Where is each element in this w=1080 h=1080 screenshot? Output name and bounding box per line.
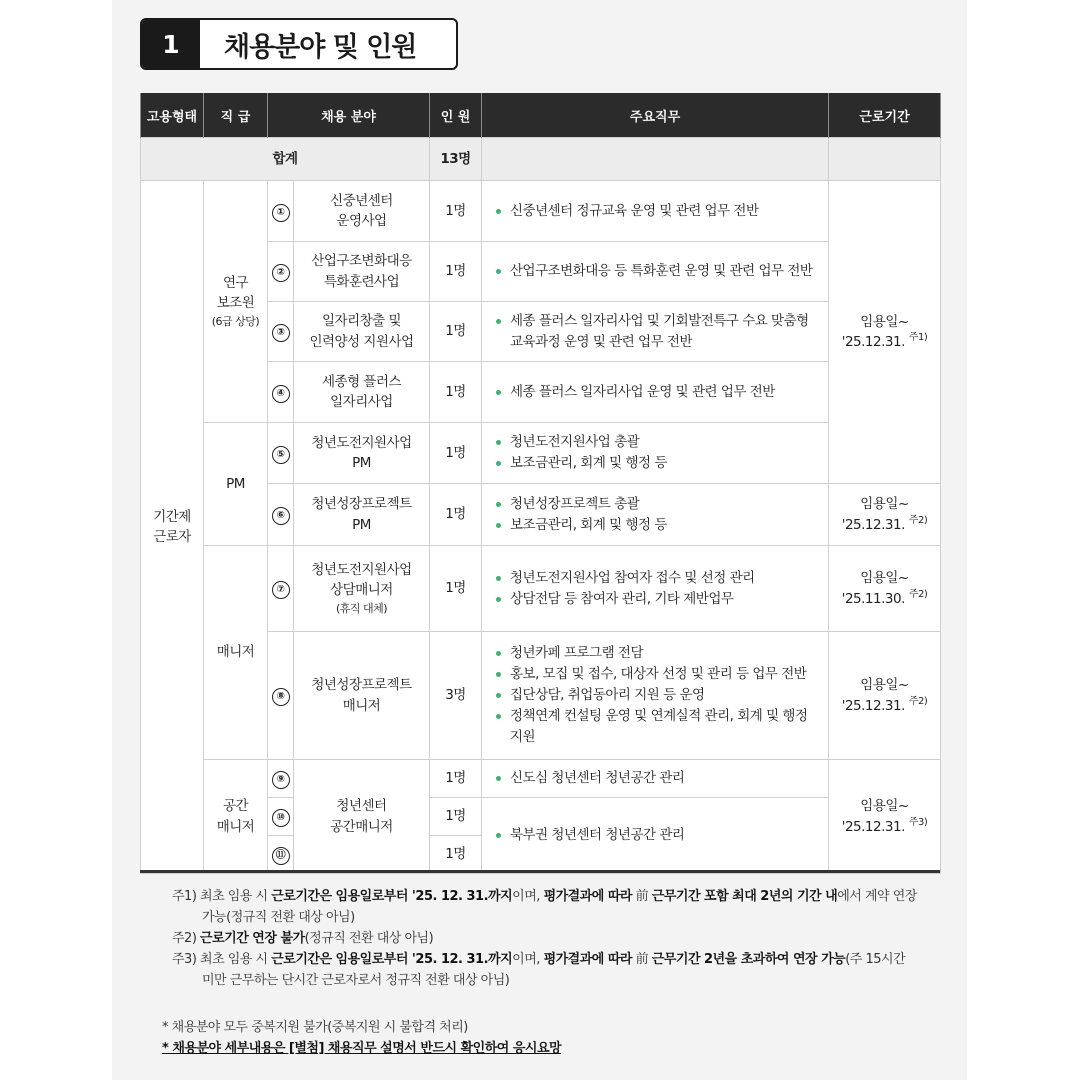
duties-cell (482, 760, 829, 798)
footnote-3: 주3) 최초 임용 시 근로기간은 임용일로부터 '25. 12. 31.까지이며, 평가결과에 따라 前 근무기간 2년을 초과하여 연장 가능(주 15시간 (172, 952, 906, 967)
field-name: 청년성장프로젝트 매니저 (294, 632, 430, 760)
duties-cell (482, 546, 829, 632)
period-cell (829, 181, 941, 484)
duties-cell (482, 302, 829, 362)
field-name: 청년도전지원사업 PM (294, 423, 430, 484)
table-row (141, 181, 941, 242)
period-note: 주1) (908, 332, 928, 343)
row-number: ⑧ (268, 632, 294, 760)
employment-type-cell (141, 181, 204, 874)
duties-cell (482, 484, 829, 546)
footnote-1-cont: 가능(정규직 전환 대상 아님) (202, 910, 355, 925)
footnote-1: 주1) 최초 임용 시 근로기간은 임용일로부터 '25. 12. 31.까지이며, 평가결과에 따라 前 근무기간 포함 최대 2년의 기간 내에서 계약 연장 (172, 889, 917, 904)
total-blank (482, 138, 829, 181)
row-number: ⑪ (268, 836, 294, 874)
period-cell (829, 546, 941, 632)
headcount: 1명 (430, 546, 482, 632)
headcount: 1명 (430, 798, 482, 836)
duty-item: 신중년센터 정규교육 운영 및 관련 업무 전반 (494, 201, 820, 222)
field-name: 청년센터 공간매니저 (294, 760, 430, 874)
total-count: 13명 (430, 138, 482, 181)
table-row (141, 423, 941, 484)
grade-cell (204, 546, 268, 760)
period-cell (829, 760, 941, 874)
grade-label: 연구 보조원 (216, 275, 255, 312)
note-no-duplicate: * 채용분야 모두 중복지원 불가(중복지원 시 불합격 처리) (162, 1020, 468, 1035)
grade-cell (204, 181, 268, 423)
duty-item: 정책연계 컨설팅 운영 및 연계실적 관리, 회계 및 행정 지원 (494, 706, 820, 748)
period-note: 주2) (908, 695, 928, 707)
section-number: 1 (142, 20, 200, 68)
recruitment-table (140, 93, 941, 874)
row-number: ⑨ (268, 760, 294, 798)
duty-item: 세종 플러스 일자리사업 운영 및 관련 업무 전반 (494, 382, 820, 403)
field-cell (294, 546, 430, 632)
header-field: 채용 분야 (268, 93, 430, 138)
row-number: ① (268, 181, 294, 242)
header-grade: 직 급 (204, 93, 268, 138)
total-blank (829, 138, 941, 181)
footnote-2: 주2) 근로기간 연장 불가(정규직 전환 대상 아님) (172, 931, 434, 946)
headcount: 1명 (430, 423, 482, 484)
field-name: 산업구조변화대응 특화훈련사업 (294, 242, 430, 302)
note-check-attachment: * 채용분야 세부내용은 [별첨] 채용직무 설명서 반드시 확인하여 응시요망 (162, 1041, 562, 1056)
extra-notes (162, 1017, 561, 1059)
duty-item: 산업구조변화대응 등 특화훈련 운영 및 관련 업무 전반 (494, 261, 820, 282)
grade-label: PM (226, 475, 245, 492)
row-number: ② (268, 242, 294, 302)
period-note: 주3) (908, 816, 928, 828)
grade-sub: (6급 상당) (211, 314, 260, 328)
period-text: 임용일~ '25.12.31. (841, 677, 909, 714)
footnotes (172, 886, 922, 991)
period-cell (829, 484, 941, 546)
duties-cell (482, 362, 829, 423)
duty-item: 상담전담 등 참여자 관리, 기타 제반업무 (494, 589, 820, 610)
employment-type: 기간제 근로자 (153, 508, 191, 545)
field-name: 청년도전지원사업 상담매니저 (311, 562, 412, 599)
duties-cell (482, 181, 829, 242)
footnote-3-cont: 미만 근무하는 단시간 근로자로서 정규직 전환 대상 아님) (202, 973, 510, 988)
header-count: 인 원 (430, 93, 482, 138)
table-row (141, 760, 941, 798)
header-employment-type: 고용형태 (141, 93, 204, 138)
period-text: 임용일~ '25.11.30. (841, 570, 909, 607)
row-number: ③ (268, 302, 294, 362)
duty-item: 보조금관리, 회계 및 행정 등 (494, 453, 820, 474)
duty-item: 집단상담, 취업동아리 지원 등 운영 (494, 685, 820, 706)
total-label: 합계 (141, 138, 430, 181)
table-header-row (141, 93, 941, 138)
period-text: 임용일~ '25.12.31. (841, 798, 909, 835)
headcount: 1명 (430, 836, 482, 874)
duty-item: 청년카페 프로그램 전담 (494, 643, 820, 664)
duty-item: 청년도전지원사업 참여자 접수 및 선정 관리 (494, 568, 820, 589)
grade-cell (204, 760, 268, 874)
period-text: 임용일~ '25.12.31. (841, 313, 909, 350)
table-bottom-rule (140, 870, 940, 873)
section-title: 채용분야 및 인원 (224, 31, 417, 63)
header-period: 근로기간 (829, 93, 941, 138)
row-number: ④ (268, 362, 294, 423)
duty-item: 청년성장프로젝트 총괄 (494, 494, 820, 515)
headcount: 1명 (430, 302, 482, 362)
field-name: 일자리창출 및 인력양성 지원사업 (294, 302, 430, 362)
field-name: 청년성장프로젝트 PM (294, 484, 430, 546)
period-note: 주2) (908, 588, 928, 600)
duties-cell (482, 798, 829, 874)
section-heading (140, 18, 458, 70)
headcount: 1명 (430, 484, 482, 546)
row-number: ⑥ (268, 484, 294, 546)
total-row (141, 138, 941, 181)
headcount: 1명 (430, 362, 482, 423)
header-duties: 주요직무 (482, 93, 829, 138)
field-name: 세종형 플러스 일자리사업 (294, 362, 430, 423)
duty-item: 북부권 청년센터 청년공간 관리 (494, 825, 820, 846)
field-name: 신중년센터 운영사업 (294, 181, 430, 242)
duty-item: 세종 플러스 일자리사업 및 기회발전특구 수요 맞춤형 교육과정 운영 및 관련 업무 전반 (494, 311, 820, 353)
period-text: 임용일~ '25.12.31. (841, 496, 909, 533)
table-row (141, 546, 941, 632)
headcount: 1명 (430, 760, 482, 798)
row-number: ⑤ (268, 423, 294, 484)
duty-item: 홍보, 모집 및 접수, 대상자 선정 및 관리 등 업무 전반 (494, 664, 820, 685)
headcount: 1명 (430, 181, 482, 242)
row-number: ⑩ (268, 798, 294, 836)
headcount: 3명 (430, 632, 482, 760)
duty-item: 보조금관리, 회계 및 행정 등 (494, 515, 820, 536)
duty-item: 청년도전지원사업 총괄 (494, 432, 820, 453)
duty-item: 신도심 청년센터 청년공간 관리 (494, 768, 820, 789)
headcount: 1명 (430, 242, 482, 302)
grade-cell (204, 423, 268, 546)
duties-cell (482, 423, 829, 484)
period-note: 주2) (908, 514, 928, 526)
duties-cell (482, 242, 829, 302)
field-sub: (휴직 대체) (335, 601, 388, 615)
duties-cell (482, 632, 829, 760)
row-number: ⑦ (268, 546, 294, 632)
period-cell (829, 632, 941, 760)
grade-label: 매니저 (216, 644, 255, 661)
grade-label: 공간 매니저 (216, 798, 255, 835)
